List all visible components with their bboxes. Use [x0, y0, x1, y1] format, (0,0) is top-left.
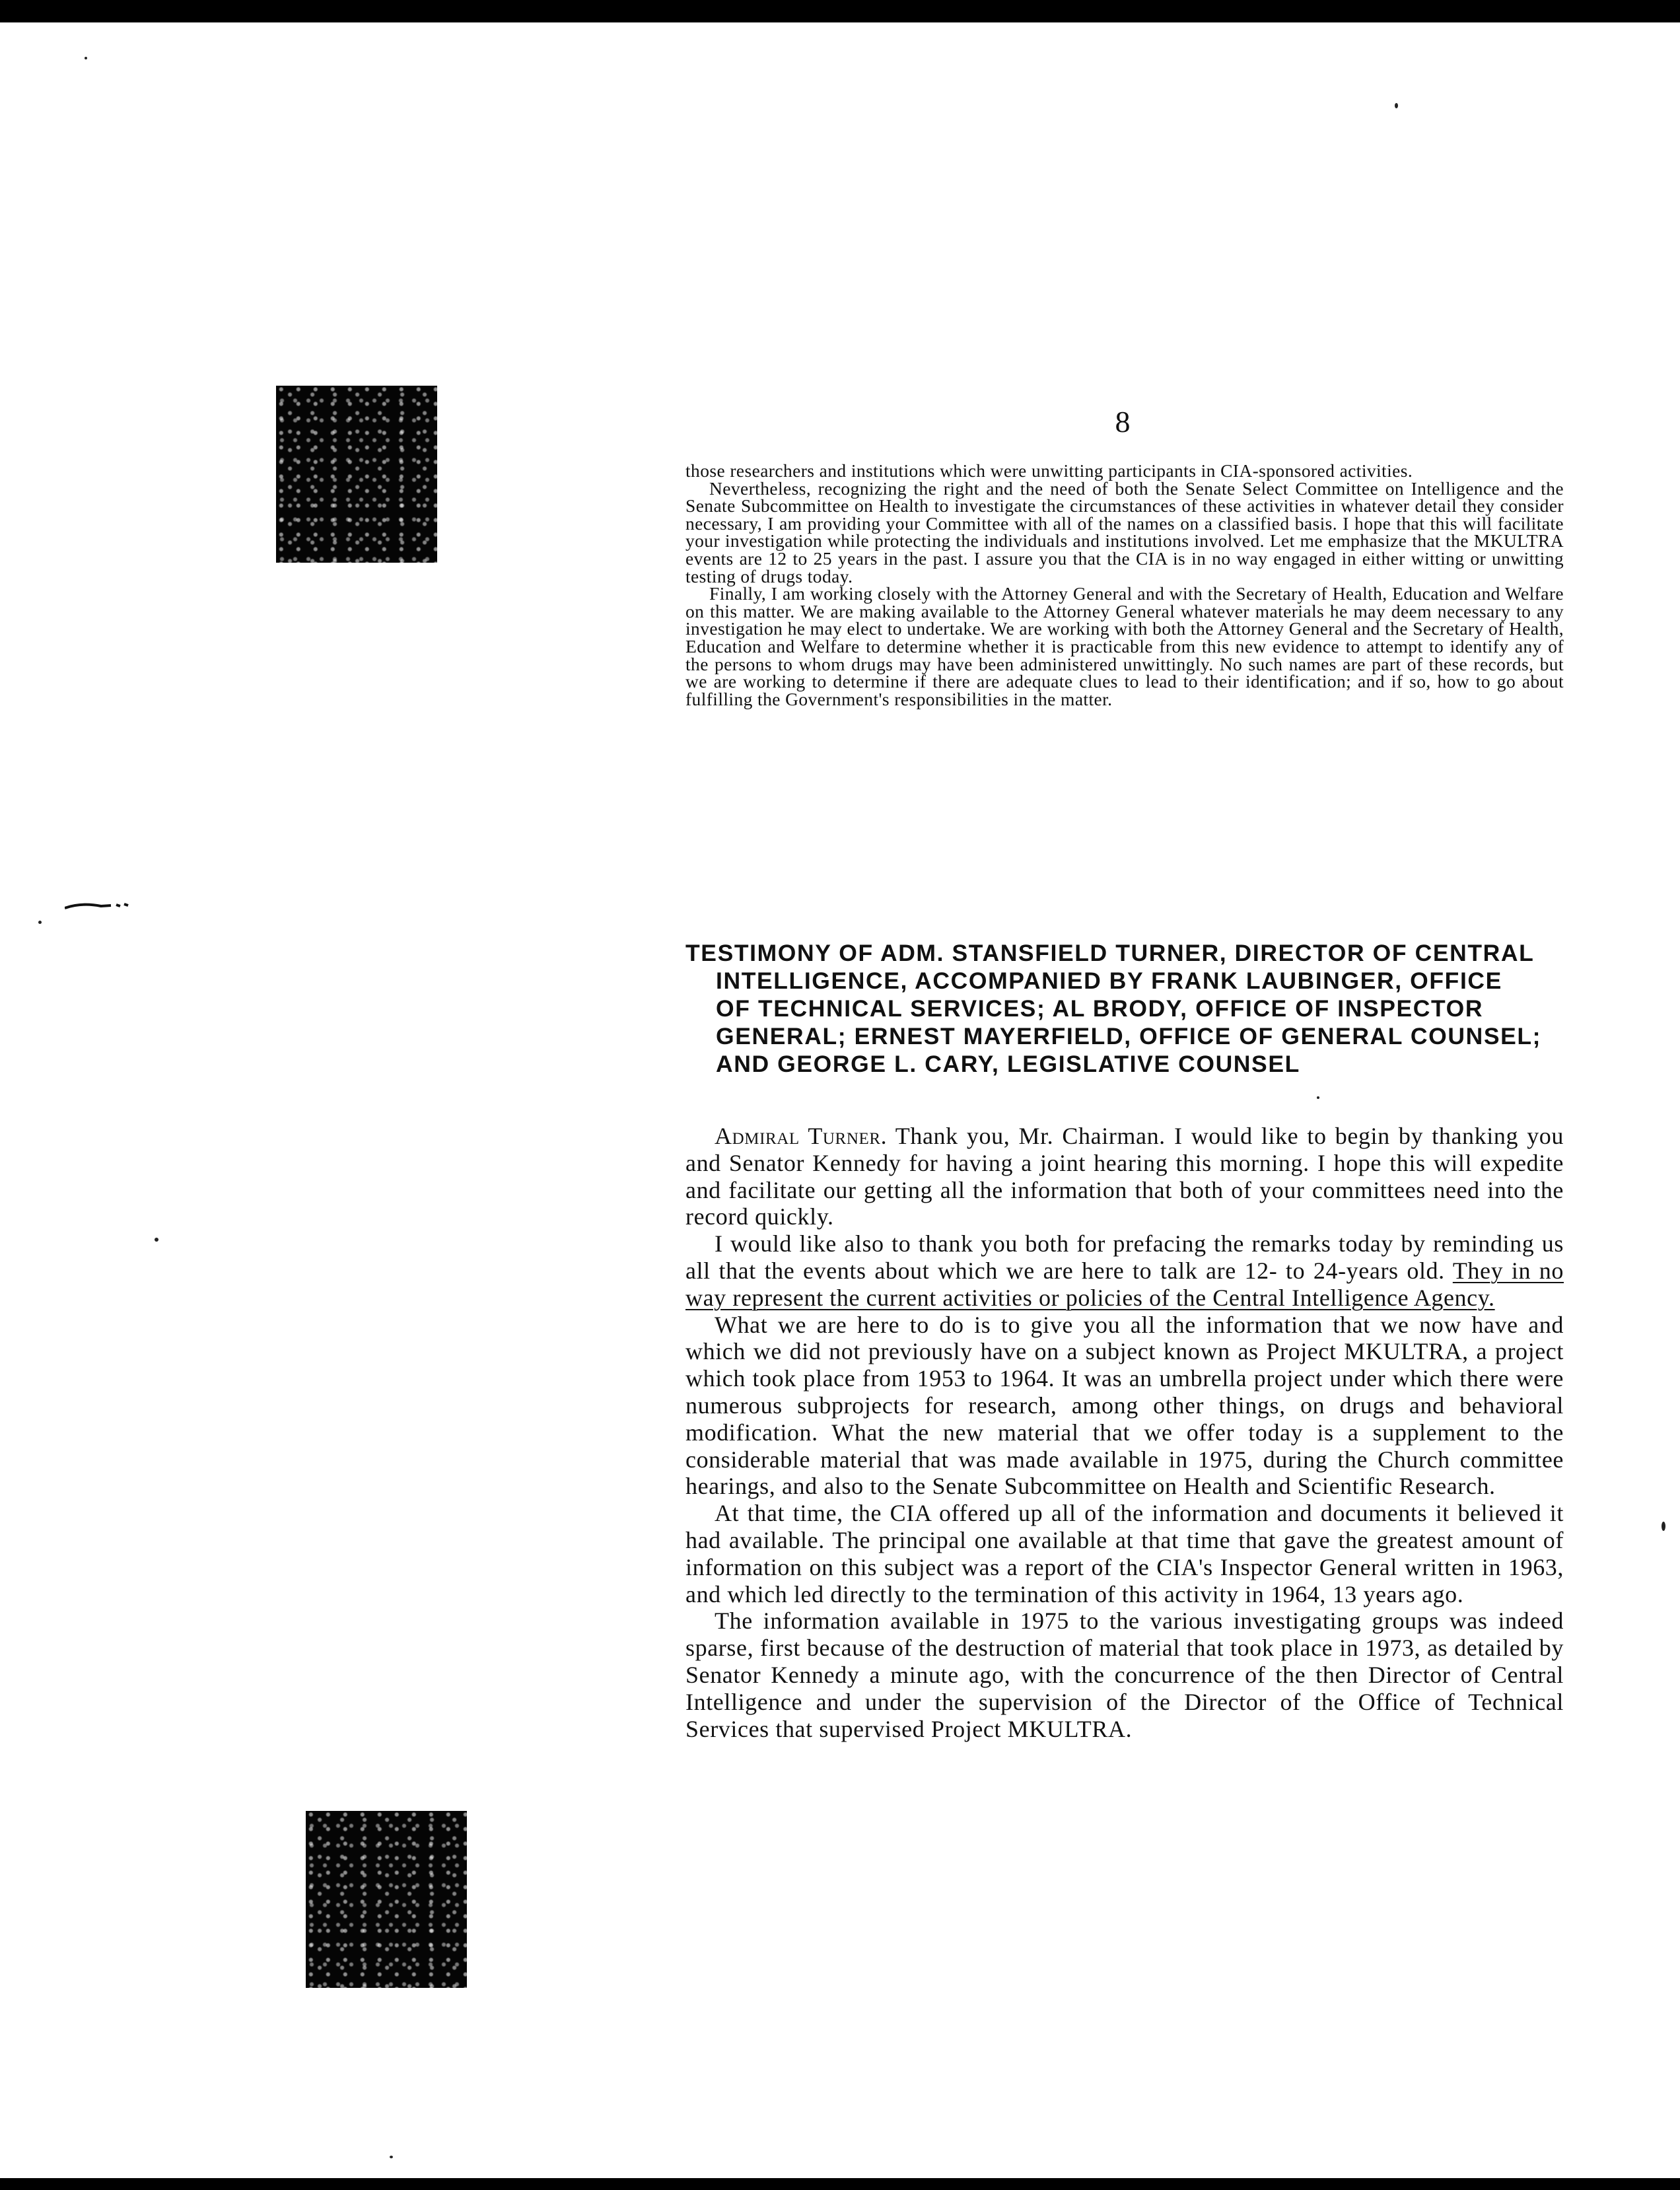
scan-speck	[390, 2156, 393, 2158]
page-number: 8	[1115, 405, 1131, 439]
scan-top-border	[0, 0, 1680, 22]
testimony-body	[685, 1123, 1564, 1742]
heading-line: AND GEORGE L. CARY, LEGISLATIVE COUNSEL	[716, 1051, 1300, 1077]
speaker-name: Admiral Turner.	[715, 1123, 888, 1149]
heading-line: TESTIMONY OF ADM. STANSFIELD TURNER, DIRECTOR OF CENTRAL	[685, 940, 1535, 966]
scan-smudge	[65, 902, 131, 910]
testimony-paragraph	[685, 1123, 1564, 1230]
heading-line: GENERAL; ERNEST MAYERFIELD, OFFICE OF GENERAL COUNSEL;	[716, 1023, 1542, 1049]
carryover-paragraph: those researchers and institutions which were unwitting participants in CIA-sponsored activities.	[685, 460, 1413, 481]
testimony-text: I would like also to thank you both for prefacing the remarks today by reminding us all that the events about which we are here to talk are 12- to 24-years old.	[685, 1230, 1564, 1284]
testimony-paragraph	[685, 1230, 1564, 1311]
scan-bottom-border	[0, 2178, 1680, 2190]
testimony-text: Thank you, Mr. Chairman. I would like to begin by thanking you and Senator Kennedy for having a joint hearing this morning. I hope this will expedite and facilitate our getting all the information that both of your committees need into the record quickly.	[685, 1123, 1564, 1230]
memo-text-block	[685, 462, 1564, 708]
heading-line: INTELLIGENCE, ACCOMPANIED BY FRANK LAUBINGER, OFFICE	[716, 968, 1502, 994]
scan-speck	[1395, 103, 1398, 108]
memo-paragraph: Nevertheless, recognizing the right and the need of both the Senate Select Committee on Intelligence and the Senate Subcommittee on Health to investigate the circumstances of these activities in whatever detail they consider necessary, I am providing your Committee with all of the names on a classified basis. I hope that this will facilitate your investigation while protecting the individuals and institutions involved. Let me emphasize that the MKULTRA events are 12 to 25 years in the past. I assure you that the CIA is in no way engaged in either witting or unwitting testing of drugs today.	[685, 477, 1564, 586]
scan-speck	[1317, 1096, 1319, 1099]
binder-hole-bottom	[306, 1811, 467, 1988]
underlined-passage: They in no way represent the current activities or policies of the Central Intelligence Agency.	[685, 1257, 1564, 1311]
testimony-heading	[685, 939, 1564, 1078]
scan-speck	[38, 921, 42, 924]
testimony-paragraph: The information available in 1975 to the various investigating groups was indeed sparse, first because of the destruction of material that took place in 1973, as detailed by Senator Kennedy a minute ago, with the concurrence of the then Director of Central Intelligence and under the supervision of the Director of the Office of Technical Services that supervised Project MKULTRA.	[685, 1607, 1564, 1742]
scan-speck	[155, 1238, 158, 1242]
scan-speck	[1662, 1522, 1665, 1531]
testimony-paragraph: At that time, the CIA offered up all of the information and documents it believed it had available. The principal one available at that time that gave the greatest amount of information on this subject was a report of the CIA's Inspector General written in 1963, and which led directly to the termination of this activity in 1964, 13 years ago.	[685, 1500, 1564, 1607]
testimony-paragraph: What we are here to do is to give you all the information that we now have and which we did not previously have on a subject known as Project MKULTRA, a project which took place from 1953 to 1964. It was an umbrella project under which there were numerous subprojects for research, among other things, on drugs and behavioral modification. What the new material that we offer today is a supplement to the considerable material that was made available in 1975, during the Church committee hearings, and also to the Senate Subcommittee on Health and Scientific Research.	[685, 1311, 1564, 1500]
memo-paragraph: Finally, I am working closely with the Attorney General and with the Secretary of Health, Education and Welfare on this matter. We are making available to the Attorney General whatever materials he may deem necessary to any investigation he may elect to undertake. We are working with both the Attorney General and the Secretary of Health, Education and Welfare to determine whether it is practicable from this new evidence to attempt to identify any of the persons to whom drugs may have been administered unwittingly. No such names are part of these records, but we are working to determine if there are adequate clues to lead to their identification; and if so, how to go about fulfilling the Government's responsibilities in the matter.	[685, 583, 1564, 709]
heading-line: OF TECHNICAL SERVICES; AL BRODY, OFFICE OF INSPECTOR	[716, 995, 1484, 1022]
scan-speck	[85, 57, 87, 59]
binder-hole-top	[276, 386, 437, 563]
